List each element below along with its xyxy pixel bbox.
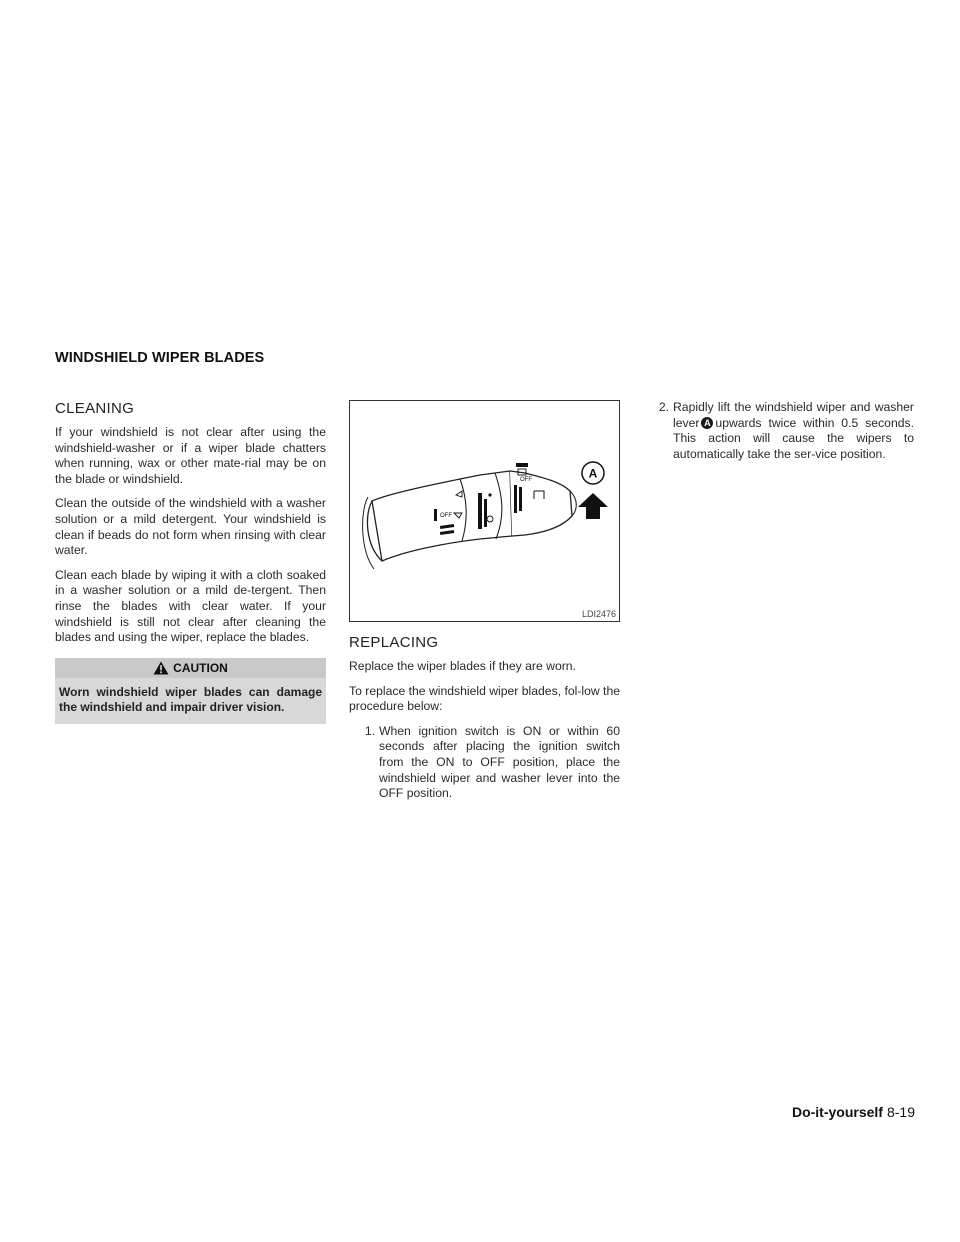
column-cleaning [55, 400, 326, 724]
caution-header [55, 658, 326, 678]
wiper-lever-figure [349, 400, 620, 622]
replacing-paragraph: Replace the wiper blades if they are worn. [349, 659, 576, 673]
step-item [349, 724, 620, 802]
step-text: When ignition switch is ON or within 60 seconds after placing the ignition switch from the ON to OFF position, place the windshield wiper and washer lever into the OFF position. [379, 723, 620, 801]
off-label: OFF [440, 513, 452, 519]
callout-a-label: A [588, 466, 598, 481]
replacing-steps-continued [643, 400, 914, 462]
step-text-before: Rapidly lift the windshield wiper and washer lever [673, 400, 914, 430]
step-number: 1. [364, 723, 375, 738]
section-title: WINDSHIELD WIPER BLADES [55, 350, 265, 366]
replacing-steps [349, 724, 620, 802]
replacing-heading: REPLACING [349, 634, 439, 651]
page-footer [792, 1104, 915, 1120]
callout-a-badge: A [701, 417, 713, 429]
cleaning-paragraph: If your windshield is not clear after using the windshield-washer or if a wiper blade chatters when running, wax or other mate-rial may be on the blade or windshield. [55, 425, 326, 486]
off-label: OFF [520, 477, 532, 483]
step-number: 2. [658, 400, 669, 414]
step-item [643, 400, 914, 462]
cleaning-heading: CLEANING [55, 400, 135, 417]
cleaning-paragraph: Clean each blade by wiping it with a cloth soaked in a washer solution or a mild de-tergent. Then rinse the blades with clear water. If your windshield is still not clear after cleaning the blades and using the wiper, replace the blades. [55, 567, 326, 645]
caution-text: Worn windshield wiper blades can damage the windshield and impair driver vision. [59, 684, 322, 714]
footer-page-number: 8-19 [886, 1104, 915, 1120]
step-text [673, 400, 914, 462]
footer-chapter: Do-it-yourself [791, 1104, 883, 1120]
column-replacing-continued [643, 400, 914, 462]
replacing-paragraph: To replace the windshield wiper blades, fol-low the procedure below: [349, 683, 620, 714]
step-text-after: upwards twice within 0.5 seconds. This action will cause the wipers to automatically take the ser-vice position. [673, 415, 914, 461]
warning-triangle-icon [153, 661, 169, 675]
figure-code: LDI2476 [581, 609, 616, 619]
column-replacing [349, 400, 620, 802]
wiper-lever-illustration [350, 401, 619, 621]
caution-box [55, 658, 326, 724]
caution-title: CAUTION [173, 660, 228, 675]
arrow-up-icon [578, 493, 608, 519]
cleaning-paragraph: Clean the outside of the windshield with a washer solution or a mild detergent. Your windshield is clean if beads do not form when rinsing with clear water. [55, 496, 326, 558]
